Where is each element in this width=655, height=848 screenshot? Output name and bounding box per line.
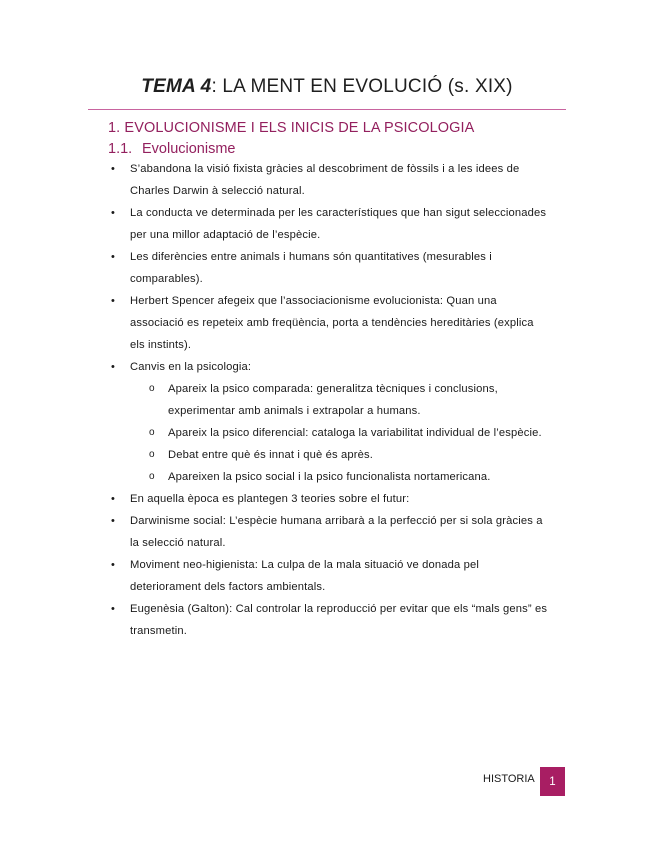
- sub-list-item: o Apareix la psico comparada: generalitza tècniques i conclusions, experimentar amb animals i extrapolar a humans.: [130, 378, 548, 422]
- sub-bullet-list: [130, 378, 548, 488]
- page-number: 1: [549, 775, 556, 788]
- footer-label: HISTORIA: [483, 773, 535, 785]
- page-number-badge: [540, 767, 565, 796]
- list-item-label: Canvis en la psicologia:: [130, 361, 252, 373]
- list-item: • Moviment neo-higienista: La culpa de la mala situació ve donada pel deteriorament dels factors ambientals.: [108, 554, 548, 598]
- subsection-title: Evolucionisme: [142, 141, 236, 157]
- list-item: • En aquella època es plantegen 3 teories sobre el futur:: [108, 488, 548, 510]
- subsection-heading: [108, 141, 236, 157]
- bullet-list: [108, 158, 548, 642]
- section-heading: 1. EVOLUCIONISME I ELS INICIS DE LA PSICOLOGIA: [108, 120, 475, 136]
- page-title: [88, 76, 566, 98]
- list-item: • S’abandona la visió fixista gràcies al descobriment de fòssils i a les idees de Charles Darwin à selecció natural.: [108, 158, 548, 202]
- list-item: • Darwinisme social: L’espècie humana arribarà a la perfecció per si sola gràcies a la selecció natural.: [108, 510, 548, 554]
- sub-list-item: o Debat entre què és innat i què és après.: [130, 444, 548, 466]
- title-divider: [88, 109, 566, 110]
- list-item: • Les diferències entre animals i humans són quantitatives (mesurables i comparables).: [108, 246, 548, 290]
- list-item: • Eugenèsia (Galton): Cal controlar la reproducció per evitar que els “mals gens” es transmetin.: [108, 598, 548, 642]
- list-item-with-sublist: [108, 356, 548, 488]
- subsection-number: 1.1.: [108, 141, 133, 157]
- sub-list-item: o Apareix la psico diferencial: cataloga la variabilitat individual de l’espècie.: [130, 422, 548, 444]
- title-topic: TEMA 4: [141, 76, 212, 97]
- list-item: • Herbert Spencer afegeix que l’associacionisme evolucionista: Quan una associació es repeteix amb freqüència, porta a tendències hereditàries (explica els instints).: [108, 290, 548, 356]
- title-text: : LA MENT EN EVOLUCIÓ (s. XIX): [211, 76, 513, 97]
- sub-list-item: o Apareixen la psico social i la psico funcionalista nortamericana.: [130, 466, 548, 488]
- list-item: • La conducta ve determinada per les característiques que han sigut seleccionades per una millor adaptació de l’espècie.: [108, 202, 548, 246]
